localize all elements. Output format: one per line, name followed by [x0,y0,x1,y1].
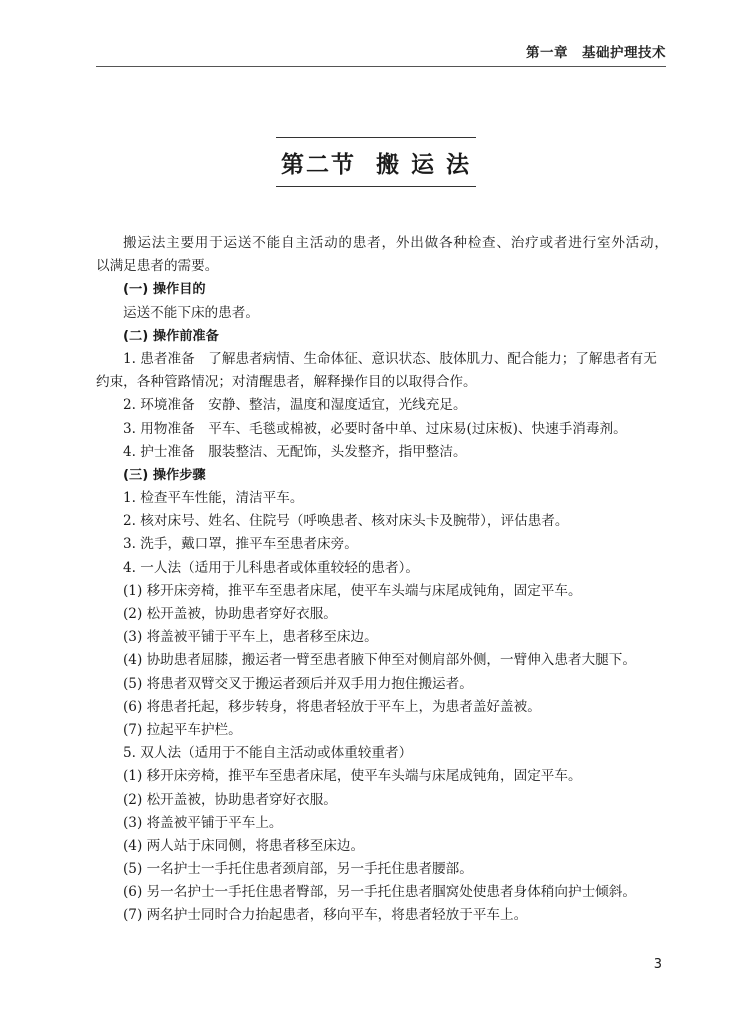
text-line: (7) 两名护士同时合力抬起患者，移向平车，将患者轻放于平车上。 [123,907,528,924]
text-line: 2. 核对床号、姓名、住院号（呼唤患者、核对床头卡及腕带），评估患者。 [123,513,569,530]
section-heading: (二) 操作前准备 [123,328,219,344]
text-line: (1) 移开床旁椅，推平车至患者床尾，使平车头端与床尾成钝角，固定平车。 [123,768,582,785]
text-line: (4) 协助患者屈膝，搬运者一臂至患者腋下伸至对侧肩部外侧，一臂伸入患者大腿下。 [123,652,636,669]
text-line: (5) 一名护士一手托住患者颈肩部，另一手托住患者腰部。 [123,861,473,878]
intro-line: 搬运法主要用于运送不能自主活动的患者，外出做各种检查、治疗或者进行室外活动， [123,235,668,251]
text-line: (6) 将患者托起，移步转身，将患者轻放于平车上，为患者盖好盖被。 [123,698,541,715]
text-line: (5) 将患者双臂交叉于搬运者颈后并双手用力抱住搬运者。 [123,675,473,692]
text-line: (1) 移开床旁椅，推平车至患者床尾，使平车头端与床尾成钝角，固定平车。 [123,582,582,599]
text-line: (2) 松开盖被，协助患者穿好衣服。 [123,791,337,808]
text-line: (2) 松开盖被，协助患者穿好衣服。 [123,606,337,622]
text-line: 2. 环境准备 安静、整洁，温度和湿度适宜，光线充足。 [123,397,467,414]
text-line: 5. 双人法（适用于不能自主活动或体重较重者） [123,745,413,762]
text-line: (3) 将盖被平铺于平车上。 [123,814,283,831]
page-number: 3 [653,957,662,972]
body-text [96,232,668,928]
text-line: 运送不能下床的患者。 [123,304,259,321]
running-header [96,40,666,67]
section-title-box [276,137,476,187]
section-title: 第二节 搬 运 法 [280,150,472,178]
body-lines [96,278,668,927]
text-line: 4. 护士准备 服装整洁、无配饰，头发整齐，指甲整洁。 [123,443,467,460]
chapter-title: 第一章 基础护理技术 [526,45,666,61]
text-line: 1. 检查平车性能，清洁平车。 [123,490,304,507]
text-line: (7) 拉起平车护栏。 [123,721,242,738]
text-line: (4) 两人站于床同侧，将患者移至床边。 [123,837,365,854]
section-heading: (三) 操作步骤 [123,467,206,483]
text-line: (6) 另一名护士一手托住患者臀部，另一手托住患者腘窝处使患者身体稍向护士倾斜。 [123,884,636,901]
text-line: 3. 洗手，戴口罩，推平车至患者床旁。 [123,536,358,553]
intro-line: 以满足患者的需要。 [96,258,219,275]
text-line: 1. 患者准备 了解患者病情、生命体征、意识状态、肢体肌力、配合能力；了解患者有无 [123,350,657,367]
text-line: 3. 用物准备 平车、毛毯或棉被，必要时备中单、过床易(过床板)、快速手消毒剂。 [123,420,627,437]
text-line: 4. 一人法（适用于儿科患者或体重较轻的患者）。 [123,559,419,576]
text-line: 约束，各种管路情况；对清醒患者，解释操作目的以取得合作。 [96,374,477,391]
section-heading: (一) 操作目的 [123,282,206,298]
text-line: (3) 将盖被平铺于平车上，患者移至床边。 [123,629,378,646]
